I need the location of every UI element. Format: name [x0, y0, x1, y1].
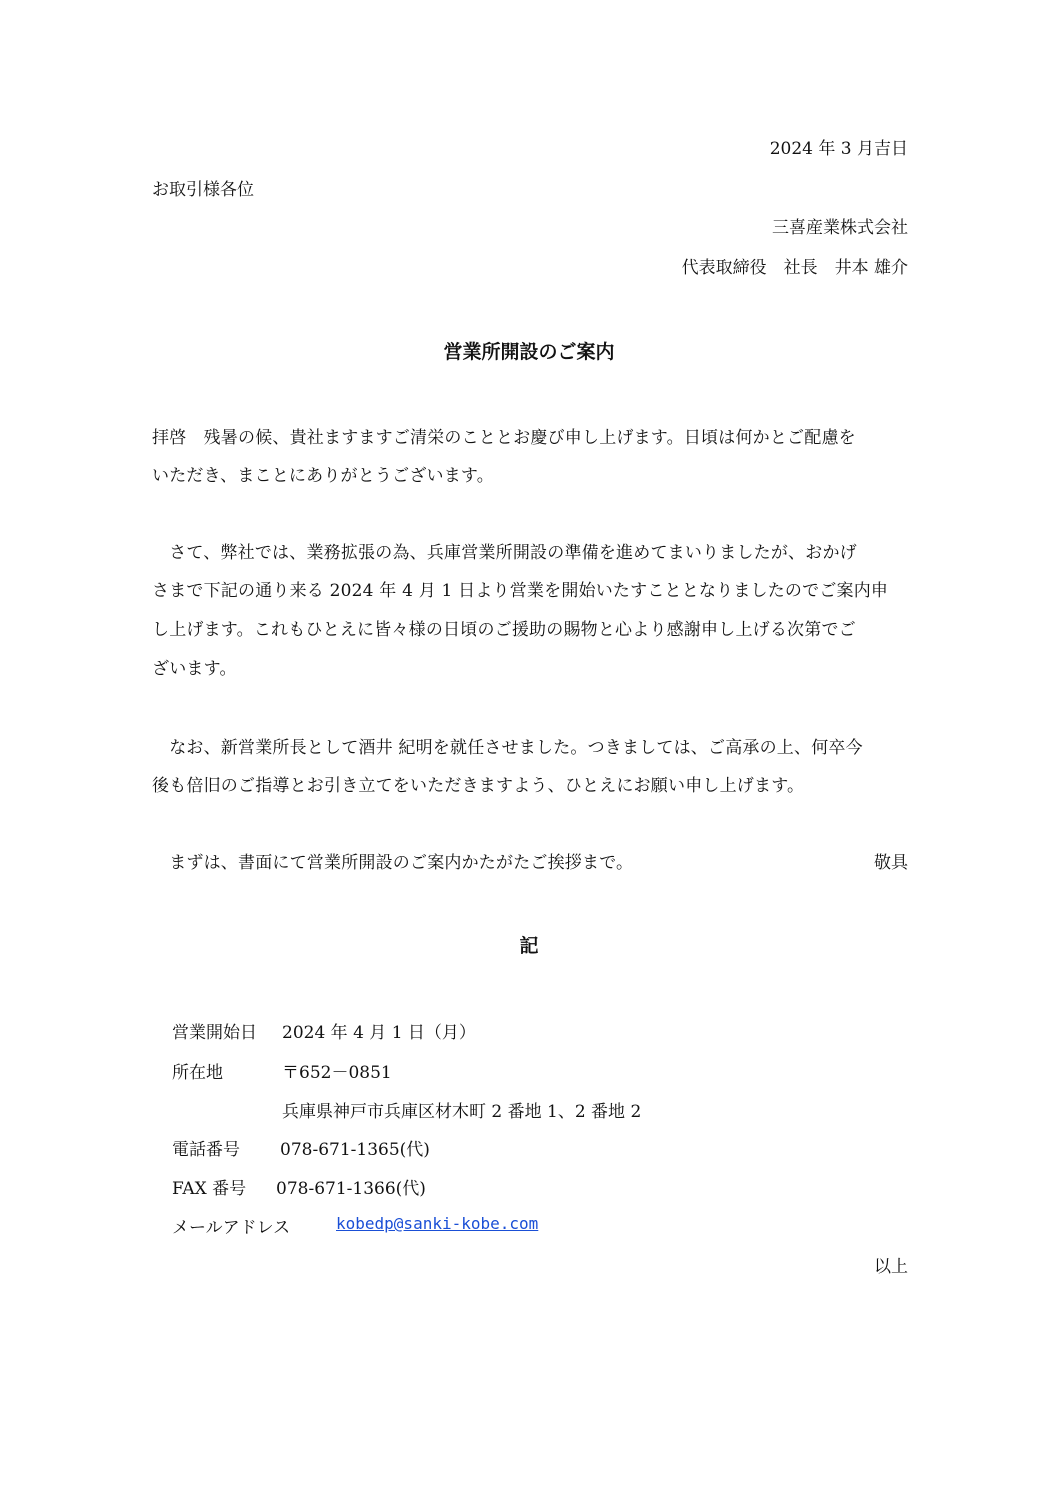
letter-date: 2024 年 3 月吉日 — [769, 139, 908, 159]
opening-date-value: 2024 年 4 月 1 日（月） — [282, 1023, 476, 1043]
fax-label: FAX 番号 — [172, 1179, 247, 1199]
email-link[interactable]: kobedp@sanki-kobe.com — [336, 1214, 539, 1233]
document-title: 営業所開設のご案内 — [443, 341, 615, 363]
paragraph-2-line-4: ざいます。 — [152, 659, 237, 679]
company-name: 三喜産業株式会社 — [772, 218, 908, 238]
paragraph-2-line-2: さまで下記の通り来る 2024 年 4 月 1 日より営業を開始いたすこととなりましたのでご案内申 — [152, 581, 889, 601]
paragraph-1-line-2: いただき、まことにありがとうございます。 — [152, 466, 494, 486]
opening-date-label: 営業開始日 — [172, 1023, 257, 1043]
address: 兵庫県神戸市兵庫区材木町 2 番地 1、2 番地 2 — [282, 1102, 642, 1122]
email-label: メールアドレス — [172, 1218, 291, 1238]
phone-label: 電話番号 — [172, 1140, 240, 1160]
postal-code: 〒652－0851 — [282, 1063, 392, 1083]
paragraph-3-line-2: 後も倍旧のご指導とお引き立てをいただきますよう、ひとえにお願い申し上げます。 — [152, 776, 805, 796]
fax-value: 078-671-1366(代) — [276, 1179, 426, 1199]
closing-line: まずは、書面にて営業所開設のご案内かたがたご挨拶まで。 — [152, 853, 634, 873]
paragraph-3-line-1: なお、新営業所長として酒井 紀明を就任させました。つきましては、ご高承の上、何卒今 — [152, 738, 863, 758]
paragraph-2-line-3: し上げます。これもひとえに皆々様の日頃のご援助の賜物と心より感謝申し上げる次第でご — [152, 620, 856, 640]
paragraph-1-line-1: 拝啓 残暑の候、貴社ますますご清栄のこととお慶び申し上げます。日頃は何かとご配慮を — [152, 428, 856, 448]
paragraph-2-line-1: さて、弊社では、業務拡張の為、兵庫営業所開設の準備を進めてまいりましたが、おかげ — [152, 543, 857, 563]
closing-word-keigu: 敬具 — [874, 853, 908, 873]
ki-heading: 記 — [519, 935, 539, 957]
phone-value: 078-671-1365(代) — [280, 1140, 430, 1160]
recipient: お取引様各位 — [152, 180, 254, 200]
signer-name: 代表取締役 社長 井本 雄介 — [681, 258, 908, 278]
end-word-ijou: 以上 — [874, 1257, 908, 1277]
location-label: 所在地 — [172, 1063, 223, 1083]
